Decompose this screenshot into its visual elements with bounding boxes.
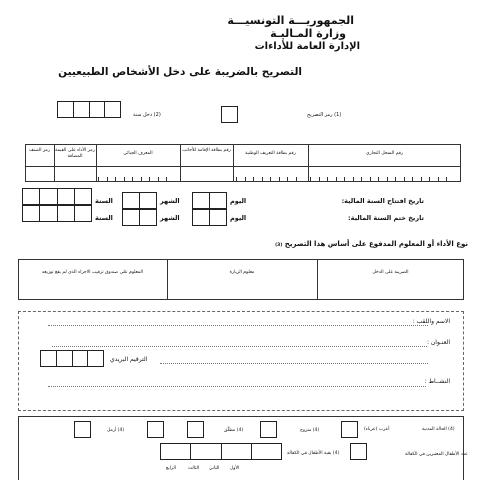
- declaration-code-box[interactable]: [221, 106, 238, 123]
- single-label: أعزب (عزباء): [364, 427, 390, 432]
- other-children-note: (4): [332, 451, 340, 456]
- col-category-code: رمز الصنف: [28, 148, 51, 153]
- tax-type-note: (3): [275, 243, 283, 248]
- children-cells[interactable]: [160, 443, 282, 460]
- divorced-checkbox[interactable]: [187, 421, 204, 438]
- child-fourth-label: الرابع: [166, 466, 177, 471]
- form-title: التصريح بالضريبة على دخل الأشخاص الطبيعيين: [58, 66, 302, 78]
- income-year-cells[interactable]: [57, 101, 121, 118]
- fiscal-close-month-cells[interactable]: [122, 209, 157, 226]
- postal-code-label: الترقيم البريدي: [110, 356, 148, 363]
- activity-field[interactable]: [48, 386, 426, 387]
- fiscal-open-month-label: الشهر: [160, 197, 180, 205]
- fiscal-open-day-label: اليوم: [230, 197, 247, 205]
- marital-status-label: (4) الحالة المدنية: [422, 427, 455, 432]
- income-year-label: (2) دخل سنة: [133, 112, 161, 118]
- child-third-label: الثالث: [188, 466, 200, 471]
- fiscal-close-day-label: اليوم: [230, 214, 247, 222]
- col-vat-code: رمز الأداء على القيمة المضافة: [55, 148, 95, 159]
- id-table-input-row[interactable]: [27, 168, 457, 180]
- header-republic: الجمهوريـــة التونسيـــة: [227, 14, 354, 27]
- fund-fee-cell[interactable]: [21, 280, 164, 296]
- name-field[interactable]: [48, 325, 428, 326]
- fiscal-open-label: تاريخ افتتاح السنة المالية:: [341, 197, 424, 205]
- tax-type-title: نوع الأداء أو المعلوم المدفوع على أساس هذا التصريح (3): [275, 240, 468, 248]
- fiscal-close-day-cells[interactable]: [192, 209, 227, 226]
- declaration-code-label: (1) رمز التصريح: [307, 112, 342, 118]
- divorced-label: (4) مطلّق: [224, 428, 244, 433]
- address-label: العنـوان :: [426, 339, 450, 346]
- fiscal-close-year-cells[interactable]: [22, 205, 92, 222]
- child-second-label: الثاني: [209, 466, 220, 471]
- id-table-divider: [25, 166, 461, 167]
- address-field-2[interactable]: [160, 363, 428, 364]
- single-checkbox[interactable]: [341, 421, 358, 438]
- children-count-box[interactable]: [350, 443, 367, 460]
- col-visit-fee: معلوم الزيارة: [229, 270, 255, 275]
- married-note: (4): [312, 428, 320, 433]
- visit-fee-cell[interactable]: [170, 280, 314, 296]
- header-ministry: وزارة المـاليـة: [270, 27, 346, 40]
- fiscal-close-year-label: السنة: [95, 214, 113, 222]
- extra-checkbox[interactable]: [147, 421, 164, 438]
- col-income-tax: الضريبة على الدخل: [372, 270, 409, 275]
- income-year-note: (2): [153, 112, 161, 118]
- activity-label: النشــاط :: [424, 378, 450, 385]
- address-field[interactable]: [52, 346, 427, 347]
- child-first-label: الأول: [230, 466, 240, 471]
- divorced-note: (4): [236, 428, 244, 433]
- fiscal-open-day-cells[interactable]: [192, 192, 227, 209]
- col-trade-register: رقم السجل التجاري: [365, 151, 404, 156]
- declaration-code-note: (1): [334, 112, 342, 118]
- widowed-label: (4) أرمل: [107, 428, 125, 433]
- col-residence-card: رقم بطاقة الإقامة للأجانب: [182, 148, 231, 153]
- children-count-label: عدد الأطفال المعتبرين في الكفالة: [405, 452, 468, 457]
- col-tax-id: المعرف الجبائي: [123, 151, 153, 156]
- fiscal-open-month-cells[interactable]: [122, 192, 157, 209]
- married-checkbox[interactable]: [260, 421, 277, 438]
- widowed-note: (4): [117, 428, 125, 433]
- col-fund-fee: المعلوم على صندوق ترقيب الاجراء الذي لم يقع توزيعه: [41, 270, 144, 275]
- widowed-checkbox[interactable]: [74, 421, 91, 438]
- income-tax-cell[interactable]: [320, 280, 460, 296]
- name-label: الاسم واللقب :: [412, 318, 450, 325]
- fiscal-close-label: تاريخ ختم السنة المالية:: [348, 214, 424, 222]
- married-label: (4) متزوج: [300, 428, 320, 433]
- header-directorate: الإدارة العامة للأداءات: [254, 41, 360, 52]
- fiscal-open-year-label: السنة: [95, 197, 113, 205]
- marital-status-note: (4): [448, 427, 455, 432]
- fiscal-close-month-label: الشهر: [160, 214, 180, 222]
- fiscal-open-year-cells[interactable]: [22, 188, 92, 205]
- col-national-id: رقم بطاقة التعريف الوطنية: [245, 151, 296, 156]
- other-children-label: (4) بقية الأطفال في الكفالة: [287, 451, 340, 456]
- postal-code-cells[interactable]: [40, 350, 104, 367]
